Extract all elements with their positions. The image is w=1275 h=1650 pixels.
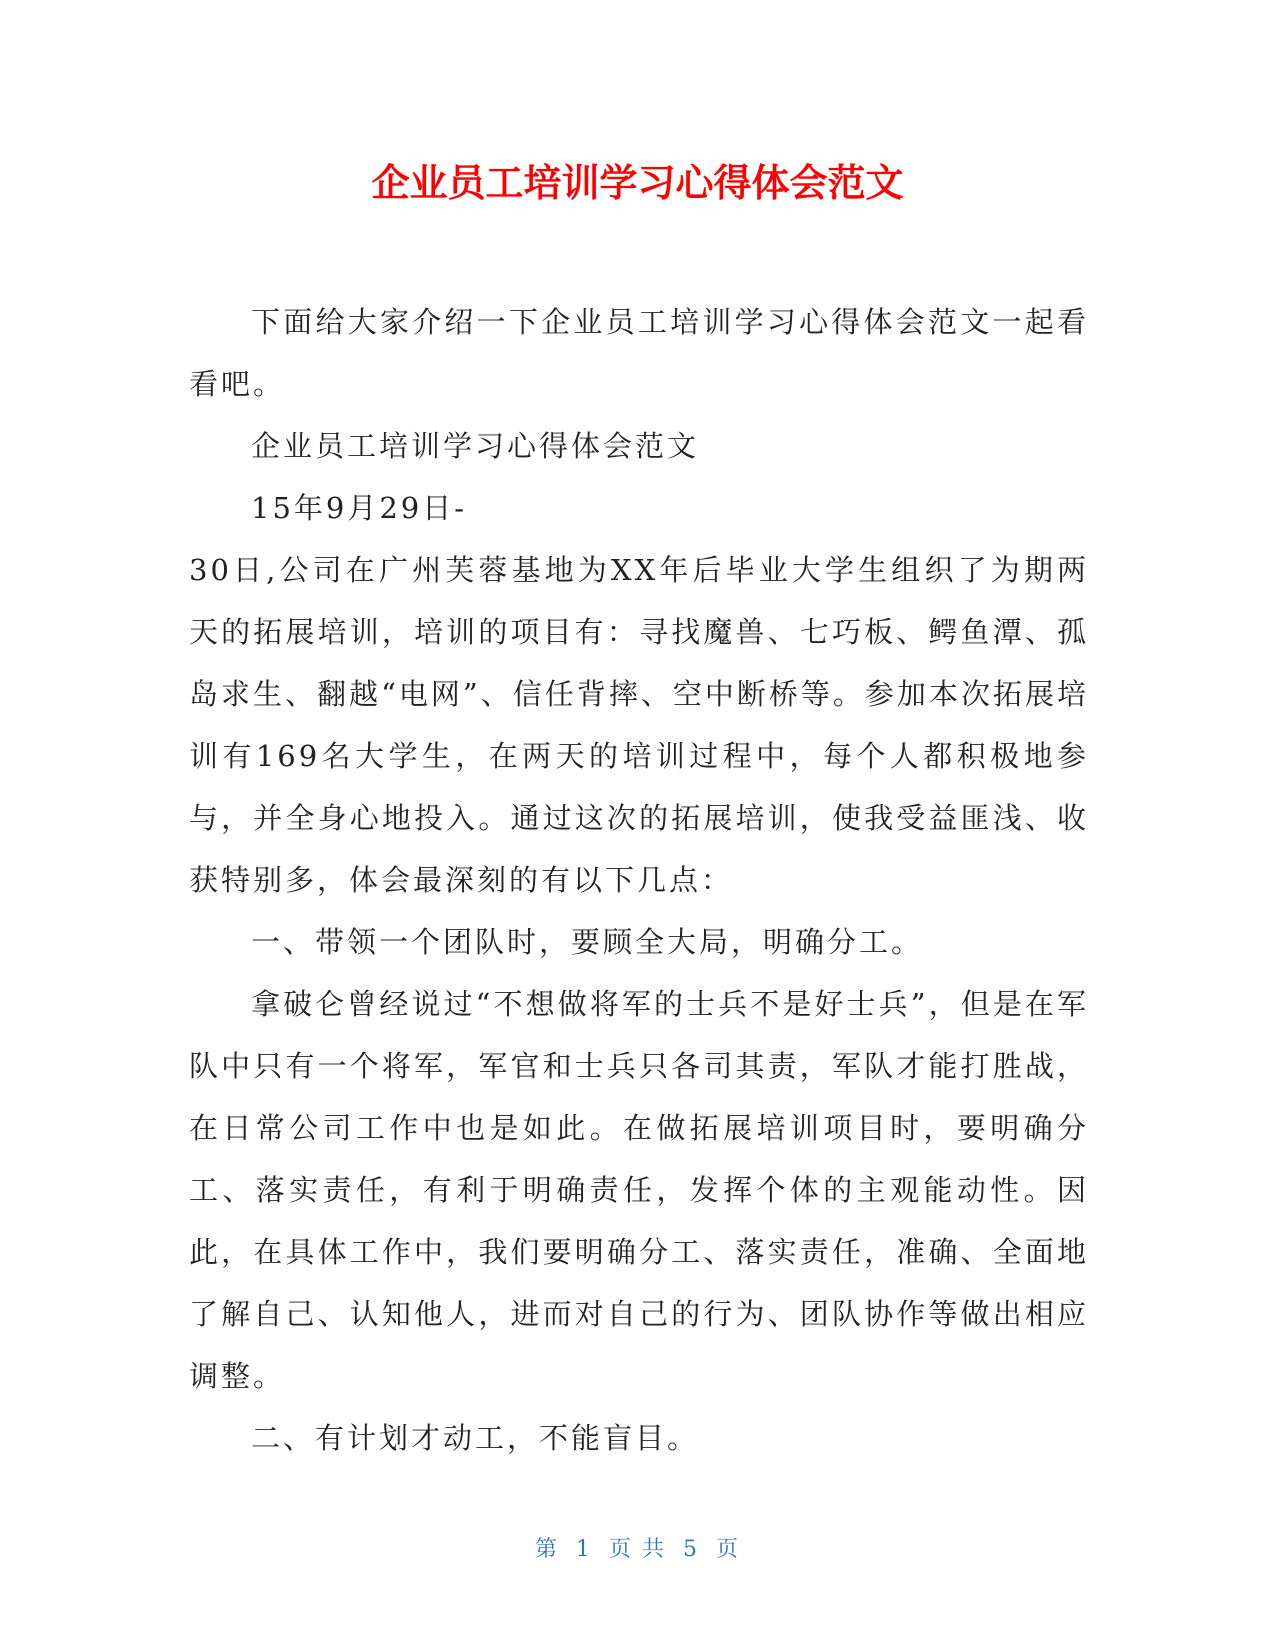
point-two-heading: 二、有计划才动工，不能盲目。 (251, 1421, 700, 1455)
subtitle-paragraph: 企业员工培训学习心得体会范文 (251, 429, 700, 463)
point-one-paragraph: 拿破仑曾经说过“不想做将军的士兵不是好士兵”，但是在军队中只有一个将军，军官和士兵只各司其责，军队才能打胜战，在日常公司工作中也是如此。在做拓展培训项目时，要明确分工、落实责任，有利于明确责任，发挥个体的主观能动性。因此，在具体工作中，我们要明确分工、落实责任，准确、全面地了解自己、认知他人，进而对自己的行为、团队协作等做出相应调整。 (189, 987, 1089, 1393)
intro-paragraph: 下面给大家介绍一下企业员工培训学习心得体会范文一起看看吧。 (189, 305, 1089, 401)
training-description-paragraph: 30日,公司在广州芙蓉基地为XX年后毕业大学生组织了为期两天的拓展培训，培训的项目有：寻找魔兽、七巧板、鳄鱼潭、孤岛求生、翻越“电网”、信任背摔、空中断桥等。参加本次拓展培训有169名大学生，在两天的培训过程中，每个人都积极地参与，并全身心地投入。通过这次的拓展培训，使我受益匪浅、收获特别多，体会最深刻的有以下几点： (189, 553, 1089, 897)
page-label-mid: 页 共 (609, 1537, 666, 1562)
point-one-heading: 一、带领一个团队时，要顾全大局，明确分工。 (251, 925, 924, 959)
current-page-number: 1 (576, 1537, 592, 1562)
page-label-suffix: 页 (716, 1537, 741, 1562)
date-paragraph: 15年9月29日- (251, 491, 468, 525)
document-body (189, 291, 1089, 1469)
total-pages-number: 5 (683, 1537, 699, 1562)
document-title: 企业员工培训学习心得体会范文 (371, 161, 904, 205)
page-footer (0, 1532, 1275, 1563)
page-label-prefix: 第 (534, 1537, 559, 1562)
